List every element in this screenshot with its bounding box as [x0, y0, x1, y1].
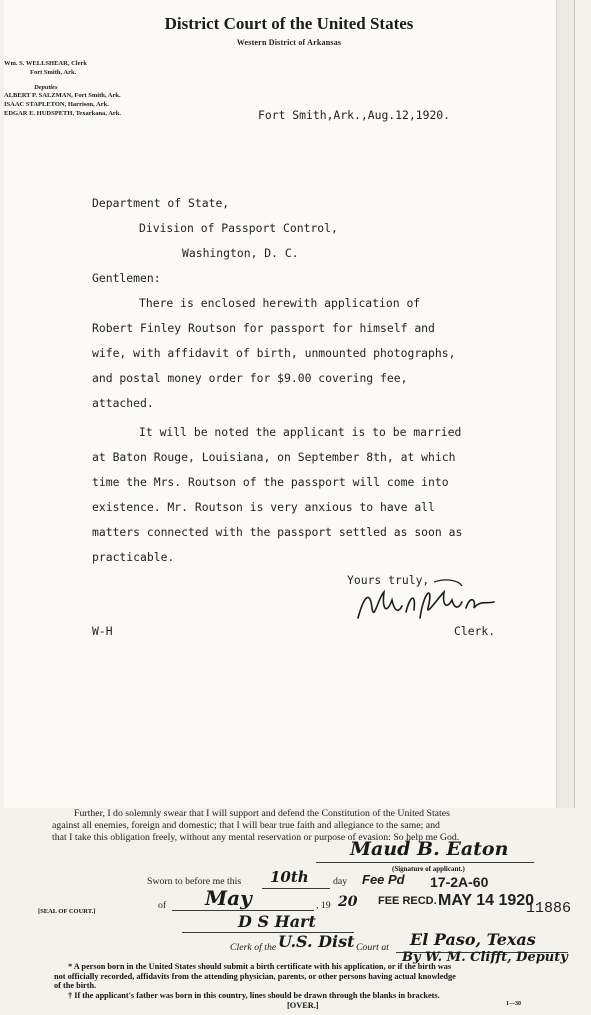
- of-label: of: [158, 900, 167, 911]
- paragraph-2-line: matters connected with the passport settled as soon as: [92, 525, 463, 539]
- signer-title: Clerk.: [454, 624, 496, 638]
- paragraph-1-line: and postal money order for $9.00 covering fee,: [92, 371, 408, 385]
- footnote-3: of the birth.: [54, 981, 97, 990]
- paragraph-1-line: There is enclosed herewith application of: [139, 296, 421, 310]
- applicant-signature-line: [316, 862, 534, 863]
- paragraph-2-line: at Baton Rouge, Louisiana, on September 8th, at which: [92, 450, 456, 464]
- letter-date: Fort Smith,Ark.,Aug.12,1920.: [258, 108, 451, 122]
- clerk-name: Wm. S. WELLSHEAR, Clerk: [4, 60, 87, 67]
- date-stamp: MAY 14 1920: [438, 892, 535, 909]
- month: May: [205, 886, 252, 910]
- deputy-3: EDGAR E. HUDSPETH, Texarkana, Ark.: [4, 110, 122, 117]
- sworn-day: 10th: [270, 868, 309, 886]
- paragraph-1-line: Robert Finley Routson for passport for himself and: [92, 321, 435, 335]
- applicant-signature: Maud B. Eaton: [350, 838, 509, 860]
- court-label: Court at: [356, 942, 389, 953]
- court-title: District Court of the United States: [164, 14, 414, 33]
- over-label: [OVER.]: [287, 1001, 319, 1010]
- deputy-1: ALBERT P. SALZMAN, Fort Smith, Ark.: [4, 92, 121, 99]
- oath-line-3: that I take this obligation freely, without any mental reservation or purpose of evasion: So help me God.: [52, 832, 460, 843]
- seal-of-court: [SEAL OF COURT.]: [38, 908, 96, 915]
- officer-signature: D S Hart: [238, 912, 316, 931]
- fee-received-stamp: FEE RECD.: [378, 895, 437, 907]
- page-edge: [556, 0, 574, 808]
- year-prefix: , 19: [316, 900, 331, 911]
- month-line: [172, 910, 314, 911]
- paragraph-2-line: practicable.: [92, 550, 175, 564]
- closing: Yours truly,: [347, 573, 430, 587]
- court-subtitle: Western District of Arkansas: [236, 38, 342, 47]
- court-name: U.S. Dist: [278, 932, 355, 951]
- court-place: El Paso, Texas: [410, 930, 536, 949]
- sworn-label: Sworn to before me this: [147, 876, 242, 887]
- deputies-label: Deputies: [34, 84, 58, 91]
- paragraph-1-line: attached.: [92, 396, 154, 410]
- form-mark: 1—30: [506, 1001, 521, 1007]
- paragraph-1-line: wife, with affidavit of birth, unmounted photographs,: [92, 346, 456, 360]
- letter-sheet: [4, 0, 575, 808]
- applicant-signature-caption: (Signature of applicant.): [392, 865, 465, 873]
- oath-line-1: Further, I do solemnly swear that I will support and defend the Constitution of the United States: [74, 808, 450, 819]
- paragraph-2-line: existence. Mr. Routson is very anxious to have all: [92, 500, 435, 514]
- clerk-of-label: Clerk of the: [230, 942, 277, 953]
- footnote-1: * A person born in the United States should submit a birth certificate with his application, or if the birth was: [68, 962, 452, 971]
- clerk-signature: [354, 578, 504, 630]
- addressee-line-2: Division of Passport Control,: [139, 221, 338, 235]
- typist-initials: W-H: [92, 624, 113, 638]
- fee-stamp: Fee Pd: [362, 872, 405, 887]
- paragraph-2-line: time the Mrs. Routson of the passport will come into: [92, 475, 449, 489]
- sworn-day-line: [262, 888, 330, 889]
- addressee-line-1: Department of State,: [92, 196, 230, 210]
- deputy-2: ISAAC STAPLETON, Harrison, Ark.: [4, 101, 109, 108]
- salutation: Gentlemen:: [92, 271, 161, 285]
- deputy-signature: By W. M. Clifft, Deputy: [402, 950, 568, 965]
- clerk-city: Fort Smith, Ark.: [30, 69, 77, 76]
- addressee-line-3: Washington, D. C.: [182, 246, 299, 260]
- application-number-stamp: 11886: [526, 900, 572, 917]
- paragraph-2-line: It will be noted the applicant is to be married: [139, 425, 462, 439]
- day-label: day: [333, 876, 348, 887]
- fee-number-stamp: 17-2A-60: [430, 874, 489, 890]
- oath-line-2: against all enemies, foreign and domestic; that I will bear true faith and allegiance to the same; and: [52, 820, 440, 831]
- year-suffix: 20: [338, 894, 358, 910]
- footnote-2: not officially recorded, affidavits from the attending physician, parents, or other persons having actual knowledge: [54, 972, 456, 981]
- footnote-4: † If the applicant's father was born in this country, lines should be drawn through the blanks in brackets.: [68, 991, 440, 1000]
